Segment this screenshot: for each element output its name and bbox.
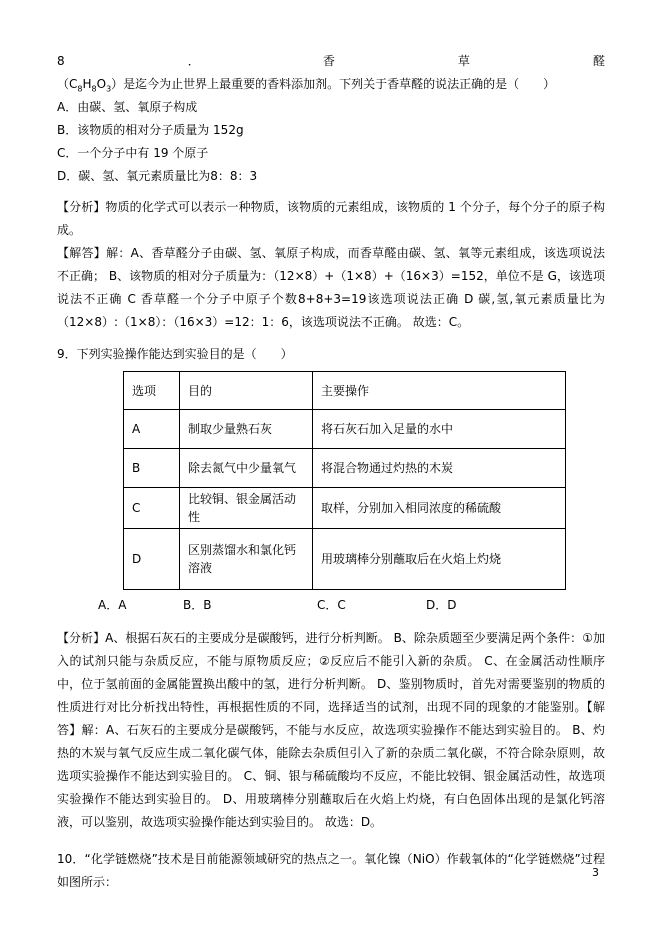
q8-analysis-paragraph: 【分析】物质的化学式可以表示一种物质，该物质的元素组成，该物质的 1 个分子，每个分子的原子构成。 <box>57 200 605 237</box>
formula-element-c: C <box>69 77 78 91</box>
table-cell: 取样，分别加入相同浓度的稀硫酸 <box>313 488 566 529</box>
table-header-row <box>124 372 566 410</box>
table-cell: C <box>124 488 180 529</box>
formula-subscript-c: 8 <box>77 84 83 94</box>
table-cell: 用玻璃棒分别蘸取后在火焰上灼烧 <box>313 529 566 590</box>
q8-answer-paragraph: 【解答】解：A、香草醛分子由碳、氢、氧原子构成，而香草醛由碳、氢、氧等元素组成，该选项说法不正确； B、该物质的相对分子质量为：（12×8）+（1×8）+（16×3）=152，单位不是 G，该选项说法不正确 C 香草醛一个分子中原子个数8+8+3=19该选项说法正确 D 碳,氢,氧元素质量比为（12×8）:（1×8）：（16×3）=12：1：6，该选项说法不正确。 故选：C。 <box>57 246 605 329</box>
q9-answer-choices <box>57 594 605 617</box>
table-row-a <box>124 410 566 449</box>
formula-subscript-h: 8 <box>91 84 97 94</box>
table-header-operation: 主要操作 <box>313 372 566 410</box>
q8-option-b: B．该物质的相对分子质量为 152g <box>57 123 244 137</box>
formula-element-o: O <box>96 77 107 91</box>
table-cell: 区别蒸馏水和氯化钙溶液 <box>180 529 313 590</box>
question-8-options <box>57 96 605 188</box>
q9-choice-a: A．A <box>98 598 127 612</box>
q8-stem-after: ）是迄今为止世界上最重要的香料添加剂。下列关于香草醛的说法正确的是（ ） <box>111 77 556 91</box>
table-row-b <box>124 449 566 488</box>
table-cell: 将混合物通过灼热的木炭 <box>313 449 566 488</box>
table-cell: A <box>124 410 180 449</box>
table-cell: D <box>124 529 180 590</box>
table-header-option: 选项 <box>124 372 180 410</box>
question-9-stem: 9．下列实验操作能达到实验目的是（ ） <box>57 347 293 361</box>
q8-stem-before: 8．香草醛（ <box>57 54 605 91</box>
q9-table <box>123 371 566 590</box>
q9-choice-c: C．C <box>317 598 346 612</box>
q9-choice-d: D．D <box>426 598 457 612</box>
chemical-formula <box>69 77 112 94</box>
q9-choice-b: B．B <box>183 598 212 612</box>
table-cell: 制取少量熟石灰 <box>180 410 313 449</box>
q8-option-d: D．碳、氢、氧元素质量比为8：8：3 <box>57 169 258 183</box>
page-number: 3 <box>592 866 599 879</box>
formula-subscript-o: 3 <box>106 84 112 94</box>
table-row-d <box>124 529 566 590</box>
q9-explanation-paragraph: 【分析】A、根据石灰石的主要成分是碳酸钙，进行分析判断。 B、除杂质题至少要满足两个条件：①加入的试剂只能与杂质反应，不能与原物质反应；②反应后不能引入新的杂质。 C、在金属活动性顺序中，位于氢前面的金属能置换出酸中的氢，进行分析判断。 D、鉴别物质时，首先对需要鉴别的物质的性质进行对比分析找出特性，再根据性质的不同，选择适当的试剂，出现不同的现象的才能鉴别。【解答】解：A、石灰石的主要成分是碳酸钙，不能与水反应，故选项实验操作不能达到实验目的。 B、灼热的木炭与氧气反应生成二氧化碳气体，能除去杂质但引入了新的杂质二氧化碳，不符合除杂原则，故选项实验操作不能达到实验目的。 C、铜、银与稀硫酸均不反应，不能比较铜、银金属活动性，故选项实验操作不能达到实验目的。 D、用玻璃棒分别蘸取后在火焰上灼烧，有白色固体出现的是氯化钙溶液，可以鉴别，故选项实验操作能达到实验目的。 故选：D。 <box>57 631 605 829</box>
table-cell: 比较铜、银金属活动性 <box>180 488 313 529</box>
formula-element-h: H <box>82 77 92 91</box>
question-10-stem: 10．“化学链燃烧”技术是目前能源领域研究的热点之一。氧化镍（NiO）作载氧体的“化学链燃烧”过程如图所示： <box>57 852 605 889</box>
table-header-purpose: 目的 <box>180 372 313 410</box>
q8-option-a: A．由碳、氢、氧原子构成 <box>57 100 198 114</box>
question-8-stem <box>57 50 605 96</box>
table-cell: 将石灰石加入足量的水中 <box>313 410 566 449</box>
table-cell: 除去氮气中少量氧气 <box>180 449 313 488</box>
table-cell: B <box>124 449 180 488</box>
q8-option-c: C．一个分子中有 19 个原子 <box>57 146 209 160</box>
table-row-c <box>124 488 566 529</box>
